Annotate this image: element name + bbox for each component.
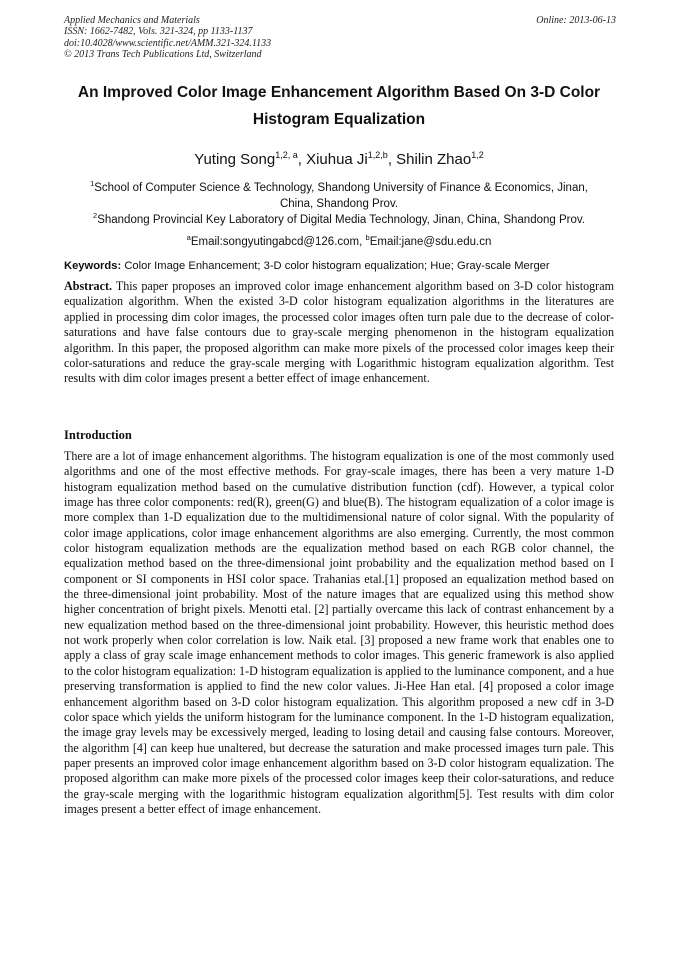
author-name: Xiuhua Ji bbox=[306, 151, 368, 168]
author-superscript: 1,2 bbox=[471, 150, 484, 160]
abstract-label: Abstract. bbox=[64, 279, 113, 293]
keywords-label: Keywords: bbox=[64, 260, 122, 272]
author-superscript: 1,2,b bbox=[367, 150, 388, 160]
affiliation-text: China, Shandong Prov. bbox=[279, 198, 399, 211]
introduction-paragraph: There are a lot of image enhancement algorithms. The histogram equalization is one of the most commonly used algorithms and one of the most effective methods. For gray-scale images, there has been a very mature 1-D histogram equalization method based on the cumulative distribution function (cdf). However, a typical color image has three color components: red(R), green(G) and blue(B). The histogram equalization of a color image is more complex than 1-D equalization due to the multidimensional nature of color signal. With the popularity of color image applications, color image enhancement algorithms are also emerging. Currently, the most common color histogram equalization methods are the equalization method based on each RGB color channel, the equalization method based on the three-dimensional joint probability and the equalization method based on I component or SI components in HSI color space. Trahanias etal.[1] proposed an equalization method based on the three-dimensional joint probability. Most of the nature images that are equalized using this method show higher concentration of bright pixels. Menotti etal. [2] partially overcame this lack of contrast enhancement by a new equalization method based on the three-dimensional joint probability. However, this heuristic method does not work properly when color correlation is low. Naik etal. [3] proposed a new frame work that enables one to apply a class of gray scale image enhancement methods to color images. This generic framework is also applied to the color histogram equalization: 1-D histogram equalization is applied to the luminance component, and a hue preserving transformation is applied to find the new color values. Ji-Hee Han etal. [4] proposed a color image enhancement algorithm based on 3-D color histogram equalization. This algorithm proposed a new cdf in 3-D color space which yields the uniform histogram for the luminance component. In the 1-D histogram equalization, the image gray levels may be excessively merged, leading to losing detail and causing false contours. Moreover, the algorithm [4] can keep hue unaltered, but decrease the saturation and make processed images turn pale. This paper presents an improved color image enhancement algorithm based on 3-D color histogram equalization. The proposed algorithm can make more pixels of the processed color images keep their color-saturations, and reduce the gray-scale merging with the logarithmic histogram equalization algorithm[5]. Test results with dim color images present a better effect of image enhancement. bbox=[64, 449, 614, 816]
online-date: Online: 2013-06-13 bbox=[536, 15, 616, 26]
title-line-1: An Improved Color Image Enhancement Algorithm Based On 3-D Color bbox=[77, 84, 601, 101]
author-superscript: 1,2, a bbox=[275, 150, 298, 160]
affiliation-2 bbox=[64, 208, 614, 228]
author-name: Shilin Zhao bbox=[396, 151, 472, 168]
paper-title bbox=[40, 79, 638, 133]
affiliation-text: School of Computer Science & Technology, Shandong University of Finance & Economics, Jinan, bbox=[94, 181, 588, 194]
affiliation-text: Shandong Provincial Key Laboratory of Digital Media Technology, Jinan, China, Shandong Prov. bbox=[97, 213, 585, 226]
title-line-2: Histogram Equalization bbox=[252, 111, 426, 128]
abstract-paragraph bbox=[64, 279, 614, 387]
journal-name: Applied Mechanics and Materials bbox=[64, 15, 200, 26]
email-marker: a bbox=[186, 233, 191, 242]
email-address: Email:jane@sdu.edu.cn bbox=[369, 235, 492, 248]
affiliation-marker: 2 bbox=[93, 211, 98, 220]
abstract-text: This paper proposes an improved color image enhancement algorithm based on 3-D color histogram equalization algorithm. When the existed 3-D color histogram equalization algorithms in the literatures are applied in processing dim color images, the processed color images often turn pale due to the decrease of color-saturations and have false contours due to gray-scale merging phenomenon in the histogram equalization algorithm. In this paper, the proposed algorithm can make more pixels of the processed color images keep their color-saturations and reduce the gray-scale merging with Logarithmic histogram equalization algorithm. Test results with dim color images present a better effect of image enhancement. bbox=[64, 279, 614, 386]
doi-line: doi:10.4028/www.scientific.net/AMM.321-324.1133 bbox=[64, 37, 272, 49]
journal-header bbox=[64, 15, 616, 61]
email-marker: b bbox=[365, 233, 370, 242]
keywords-line bbox=[64, 260, 624, 272]
author-list: Yuting Song$^{1,2, a}$, Xiuhua Ji$^{1,2,b}$, Shilin Zhao$^{1,2}$ bbox=[194, 150, 484, 168]
email-address: Email:songyutingabcd@126.com, bbox=[190, 235, 363, 248]
author-name: Yuting Song bbox=[194, 151, 276, 168]
issn-line: ISSN: 1662-7482, Vols. 321-324, pp 1133-1137 bbox=[64, 26, 253, 38]
introduction-heading: Introduction bbox=[64, 428, 132, 442]
keywords-text: Color Image Enhancement; 3-D color histogram equalization; Hue; Gray-scale Merger bbox=[124, 260, 550, 272]
copyright-line: © 2013 Trans Tech Publications Ltd, Switzerland bbox=[64, 49, 262, 61]
affiliation-marker: 1 bbox=[90, 179, 95, 188]
author-emails bbox=[64, 230, 614, 250]
